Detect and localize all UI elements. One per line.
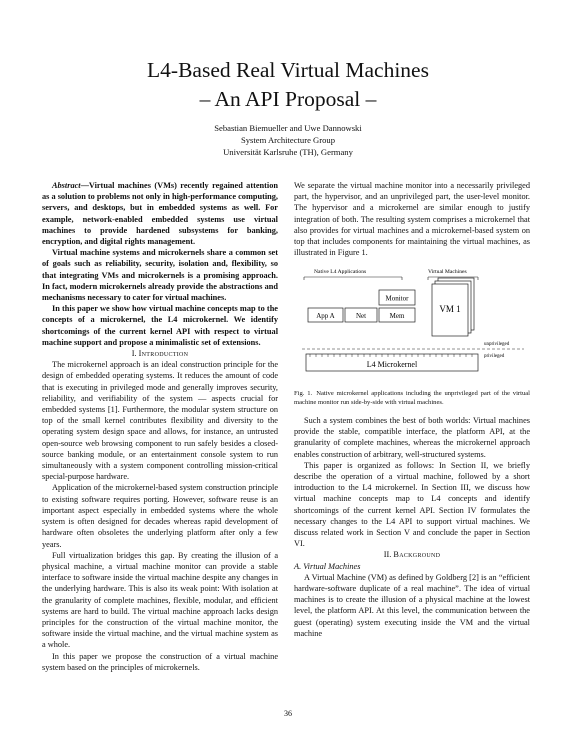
svg-text:Net: Net bbox=[355, 312, 367, 321]
author-block bbox=[0, 122, 576, 158]
intro-paragraph-3: Full virtualization bridges this gap. By creating the illusion of a physical machine, a virtual machine monitor can provide a stable interface to software inside the virtual machine despite any changes in the underlying hardware. This is also its weak point: With isolation at the granularity of complete machines, flexible, modular, and efficient systems are hard to build. The virtual machine approach lacks design principles for the construction of the virtual machine monitor, the software inside the virtual machine, and the virtual machine system as a whole. bbox=[42, 550, 278, 650]
intro-paragraph-2: Application of the microkernel-based system construction principle to existing software requires porting. However, software reuse is an important aspect especially in embedded systems where the whole system is often designed for decades whereas rapid development of hardware often obsoletes the underlying platform after only a few years. bbox=[42, 483, 278, 549]
abstract-label: Abstract bbox=[52, 181, 81, 190]
label-privileged: privileged bbox=[484, 354, 505, 360]
svg-text:App A: App A bbox=[316, 312, 335, 321]
figure-1 bbox=[294, 260, 530, 386]
intro-paragraph-4: In this paper we propose the construction of a virtual machine system based on the principles of microkernels. bbox=[42, 651, 278, 672]
label-virtual-machines: Virtual Machines bbox=[428, 269, 467, 276]
intro-paragraph-continued: We separate the virtual machine monitor into a necessarily privileged part, the hypervisor, and an unprivileged part, the user-level monitor. The hypervisor and a microkernel are similar enough to justify integration of both. The resulting system comprises a microkernel that also provides for virtual machines and a microkernel-based system on top that includes components for maintaining the virtual machines, as illustrated in Figure 1. bbox=[294, 181, 530, 258]
section-heading-background: II. Background bbox=[383, 550, 441, 560]
svg-text:Mem: Mem bbox=[389, 312, 405, 321]
subsection-heading-virtual-machines: A. Virtual Machines bbox=[294, 561, 361, 571]
intro-paragraph-1: The microkernel approach is an ideal construction principle for the design of embedded operating systems. It reduces the amount of code that is executing in privileged mode and generally improves security, reliability, and verifiability of the system — aspects crucial for embedded systems [1]. Furthermore, the modular system structure on top of the small kernel contributes flexibility and diversity to the operating system design space and allows, for instance, an untrusted open-source web browsing component to run safely besides a closed-source banking module, or an entertainment console system to run simultaneously with a system component controlling mission-critical special-purpose hardware. bbox=[42, 360, 278, 482]
body-paragraph-organization: This paper is organized as follows: In Section II, we briefly describe the operation of a virtual machine, followed by a short introduction to the L4 microkernel. In Section III, we discuss how virtual machine concepts map to L4 concepts and identify shortcomings of the current kernel API. Section IV formulates the necessary changes to the L4 API to support virtual machines. We discuss related work in Section V and conclude the paper in Section VI. bbox=[294, 460, 530, 549]
label-native-apps: Native L4 Applications bbox=[314, 269, 367, 276]
figure-caption: Fig. 1. Native microkernel applications including the unprivileged part of the virtual machine monitor run side-by-side with virtual machines. bbox=[294, 390, 530, 406]
affiliation-group: System Architecture Group bbox=[240, 135, 336, 145]
architecture-diagram bbox=[294, 260, 530, 386]
abstract bbox=[42, 180, 278, 348]
page-number: 36 bbox=[284, 709, 292, 718]
label-unprivileged: unprivileged bbox=[484, 342, 510, 348]
abstract-paragraph-1: Abstract—Virtual machines (VMs) recently regained attention as a solution to problems not only in high-performance computing, servers, and desktops, but in embedded systems as well. For example, network-enabled embedded systems use virtual machines to provide hardened subsystems for banking, encryption, and digital rights management. bbox=[42, 181, 278, 247]
body-paragraph-worlds: Such a system combines the best of both worlds: Virtual machines provide the stable, compatible interface, the platform API, at the granularity of complete machines, whereas the microkernel approach enables construction of arbitrary, well-structured systems. bbox=[294, 416, 530, 459]
paper-title: L4-Based Real Virtual Machines bbox=[147, 58, 429, 82]
paper-subtitle: – An API Proposal – bbox=[199, 87, 377, 111]
svg-text:Monitor: Monitor bbox=[385, 294, 409, 303]
background-paragraph-1: A Virtual Machine (VM) as defined by Goldberg [2] is an “efficient hardware-software duplicate of a real machine”. The idea of virtual machines is to create the illusion of a physical machine at the lowest level, the platform API. At this level, the communication between the guest (operating) system executing inside the VM and the virtual machine bbox=[294, 572, 530, 638]
abstract-paragraph-3: In this paper we show how virtual machine concepts map to the concepts of a microkernel, the L4 microkernel. We identify shortcomings of the current kernel API with respect to virtual machine support and propose a minimalistic set of extensions. bbox=[42, 304, 278, 347]
abstract-paragraph-2: Virtual machine systems and microkernels share a common set of goals such as reliability, security, isolation and, flexibility, so that integrating VMs and microkernels is a promising approach. In fact, modern microkernels already provide the abstractions and mechanisms necessary to cater for virtual machines. bbox=[42, 248, 278, 303]
author-names: Sebastian Biemueller and Uwe Dannowski bbox=[214, 123, 362, 133]
svg-text:L4 Microkernel: L4 Microkernel bbox=[366, 360, 418, 370]
right-column bbox=[294, 180, 530, 639]
affiliation-university: Universität Karlsruhe (TH), Germany bbox=[223, 147, 353, 157]
svg-text:VM 1: VM 1 bbox=[439, 304, 461, 315]
section-heading-introduction: I. Introduction bbox=[131, 349, 189, 359]
left-column bbox=[42, 180, 278, 673]
